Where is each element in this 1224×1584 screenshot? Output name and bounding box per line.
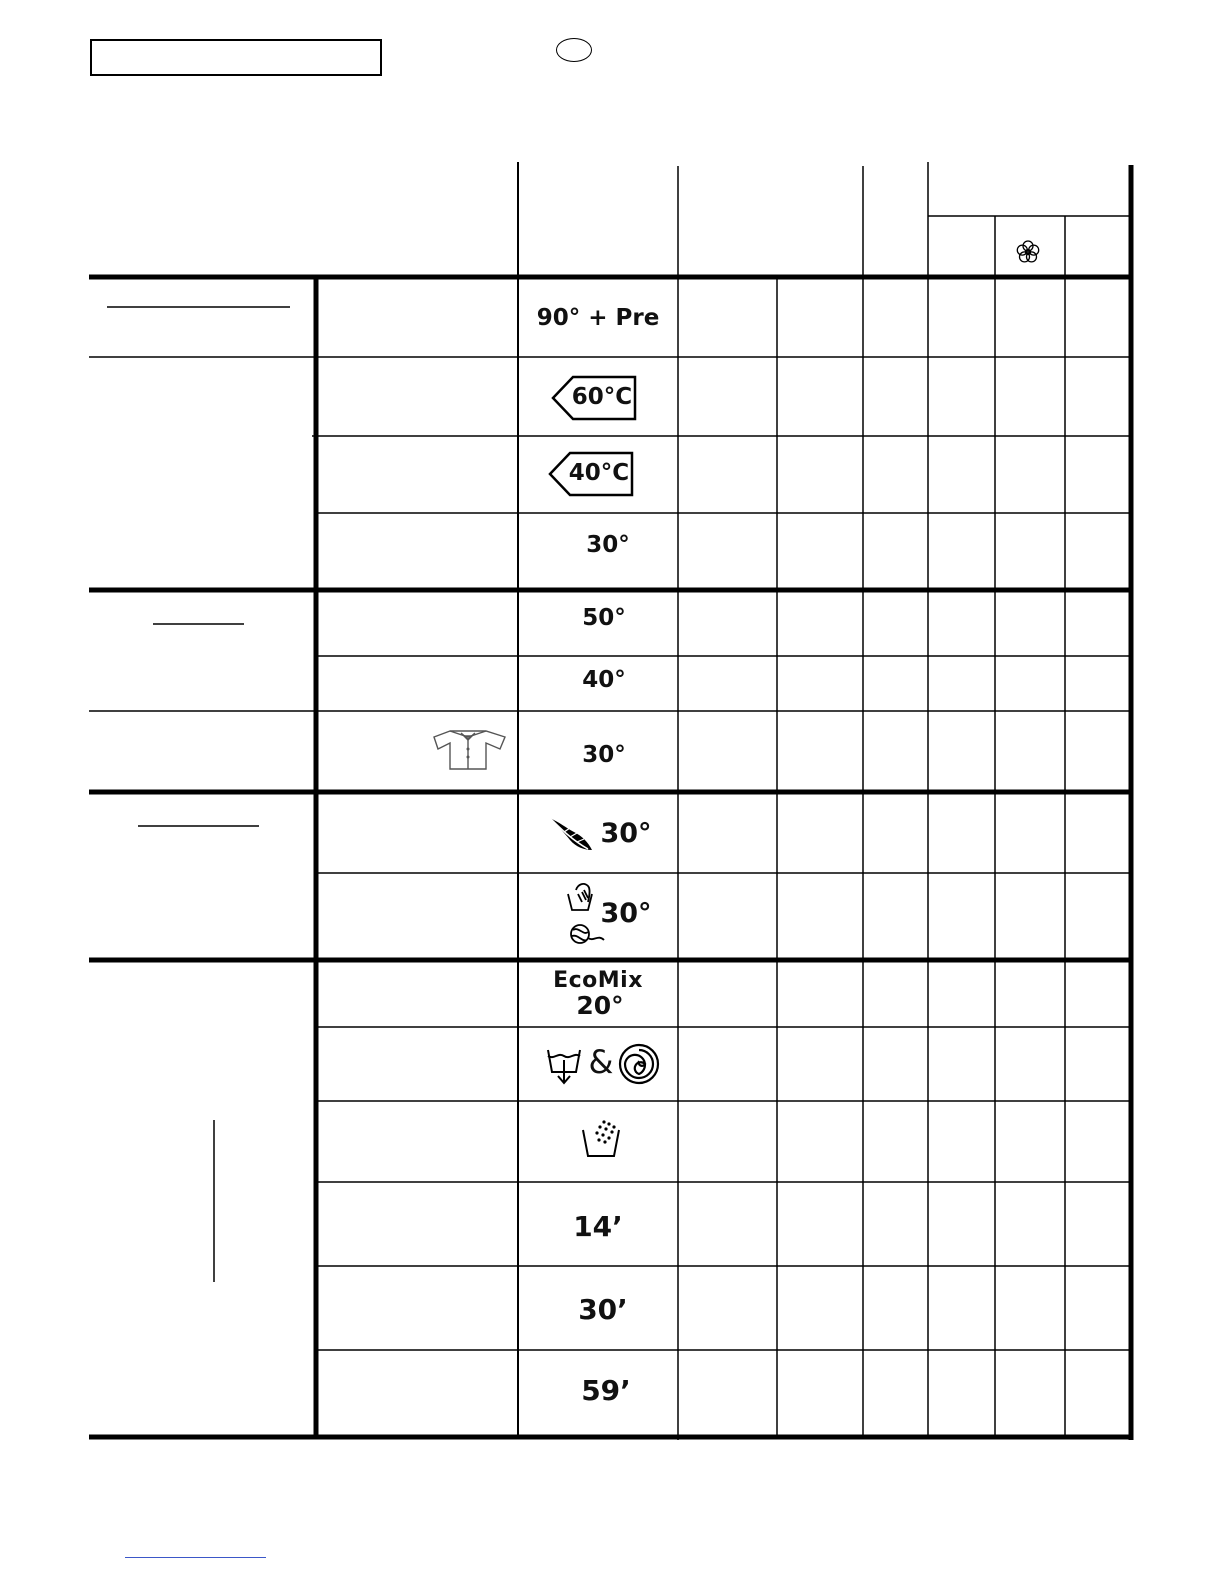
flower-softener-icon xyxy=(1014,238,1042,266)
programme-label-90-pre: 90° + Pre xyxy=(536,305,660,331)
programme-label-30-handwash: 30° xyxy=(600,898,652,929)
programme-label-60c: 60°C xyxy=(571,384,633,410)
programme-label-ecomix: EcoMix xyxy=(553,968,643,993)
drain-icon xyxy=(544,1046,584,1086)
programme-label-40: 40° xyxy=(582,667,626,693)
programme-label-50: 50° xyxy=(582,605,626,631)
delicate-feather-icon xyxy=(546,816,594,854)
programme-label-30: 30° xyxy=(586,532,630,558)
shirt-icon xyxy=(430,727,508,771)
programme-label-59min: 59’ xyxy=(581,1374,631,1407)
spin-icon xyxy=(618,1043,660,1085)
programme-label-30-delicate: 30° xyxy=(600,818,652,849)
programme-label-30min: 30’ xyxy=(578,1293,628,1326)
programme-label-14min: 14’ xyxy=(573,1210,623,1243)
programme-label-30-shirt: 30° xyxy=(582,742,626,768)
drain-spin-ampersand: & xyxy=(588,1043,614,1081)
programme-label-40c: 40°C xyxy=(568,460,630,486)
footer-link-line xyxy=(125,1557,266,1558)
rinse-icon xyxy=(580,1118,622,1160)
programme-label-ecomix-temp: 20° xyxy=(576,991,624,1020)
